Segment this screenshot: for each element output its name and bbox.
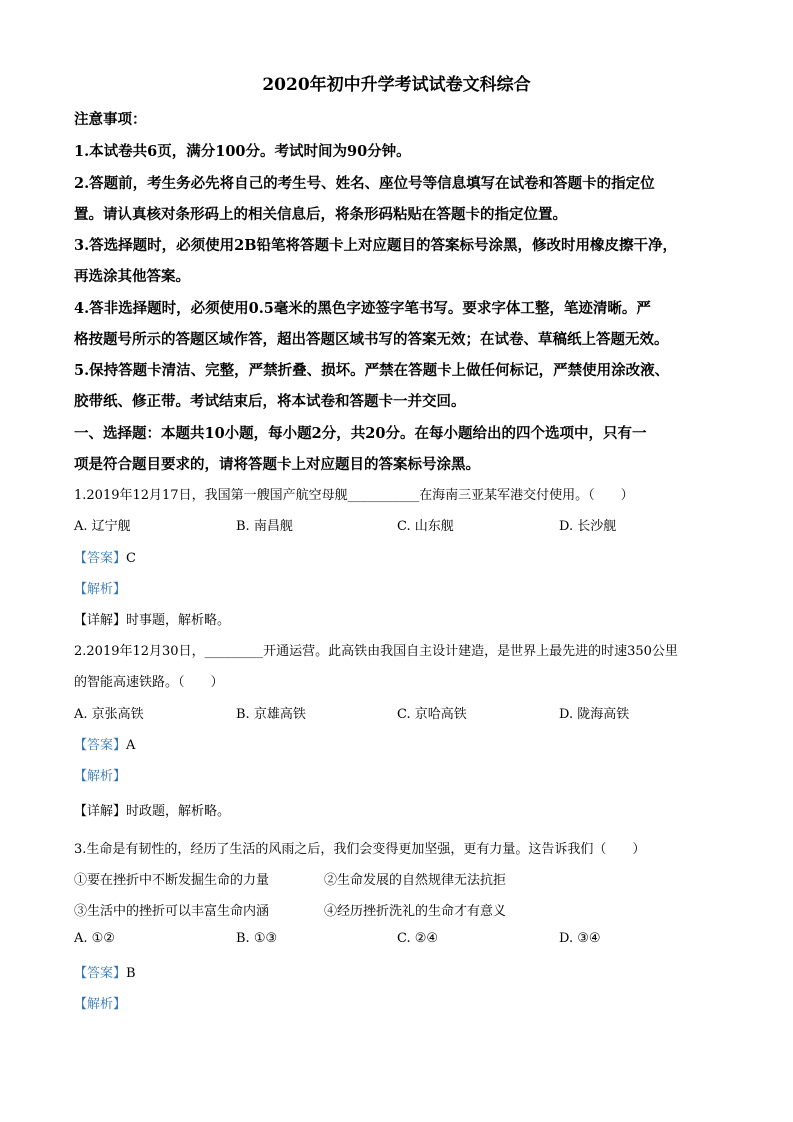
statement-row	[74, 900, 724, 920]
notice-line: 4.答非选择题时，必须使用0.5毫米的黑色字迹签字笔书写。要求字体工整，笔迹清晰。严	[74, 300, 651, 317]
answer-line	[74, 547, 724, 566]
section-heading: 一、选择题：本题共10小题，每小题2分，共20分。在每小题给出的四个选项中，只有一	[74, 425, 647, 442]
question-stem: 的智能高速铁路。（ ）	[74, 675, 224, 690]
page-title: 2020年初中升学考试试卷文科综合	[262, 75, 531, 95]
option-a: A. 京张高铁	[74, 707, 144, 722]
analysis-label: 【解析】	[74, 582, 127, 597]
option-b: B. ①③	[236, 931, 278, 946]
notice-line: 3.答选择题时，必须使用2B铅笔将答题卡上对应题目的答案标号涂黑，修改时用橡皮擦干净，	[74, 237, 677, 254]
option-b: B. 南昌舰	[236, 519, 293, 534]
option-c: C. ②④	[397, 931, 439, 946]
analysis-label: 【解析】	[74, 997, 127, 1012]
option-a: A. ①②	[74, 931, 115, 946]
notice-line: 胶带纸、修正带。考试结束后，将本试卷和答题卡一并交回。	[74, 393, 466, 410]
detail-line: 【详解】时事题，解析略。	[74, 613, 231, 628]
question-stem: 2.2019年12月30日，_________开通运营。此高铁由我国自主设计建造，是世界上最先进的时速350公里	[74, 644, 678, 659]
answer-value: A	[126, 738, 136, 753]
section-heading: 项是符合题目要求的，请将答题卡上对应题目的答案标号涂黑。	[74, 456, 480, 473]
option-c: C. 京哈高铁	[397, 707, 467, 722]
analysis-label: 【解析】	[74, 769, 127, 784]
answer-line	[74, 734, 724, 753]
question-stem: 3.生命是有韧性的，经历了生活的风雨之后，我们会变得更加坚强，更有力量。这告诉我们（ ）	[74, 842, 646, 857]
statement-item: ①要在挫折中不断发掘生命的力量	[74, 873, 270, 888]
option-row	[74, 703, 724, 723]
option-row	[74, 931, 724, 951]
answer-label: 【答案】	[74, 551, 127, 566]
notice-line: 2.答题前，考生务必先将自己的考生号、姓名、座位号等信息填写在试卷和答题卡的指定位	[74, 175, 655, 192]
option-b: B. 京雄高铁	[236, 707, 306, 722]
option-row	[74, 515, 724, 535]
notice-line: 1.本试卷共6页，满分100分。考试时间为90分钟。	[74, 143, 411, 160]
answer-value: B	[126, 966, 136, 981]
notice-line: 格按题号所示的答题区域作答，超出答题区域书写的答案无效；在试卷、草稿纸上答题无效。	[74, 331, 669, 348]
notice-line: 置。请认真核对条形码上的相关信息后，将条形码粘贴在答题卡的指定位置。	[74, 206, 567, 223]
statement-item: ④经历挫折洗礼的生命才有意义	[324, 904, 507, 919]
statement-item: ②生命发展的自然规律无法抗拒	[324, 873, 507, 888]
statement-row	[74, 869, 724, 889]
notice-heading: 注意事项：	[74, 111, 147, 128]
option-a: A. 辽宁舰	[74, 519, 131, 534]
answer-label: 【答案】	[74, 738, 127, 753]
option-d: D. ③④	[559, 931, 601, 946]
answer-line	[74, 962, 724, 981]
notice-line: 5.保持答题卡清洁、完整，严禁折叠、损坏。严禁在答题卡上做任何标记，严禁使用涂改液、	[74, 362, 670, 379]
answer-value: C	[126, 551, 136, 566]
notice-line: 再选涂其他答案。	[74, 268, 190, 285]
option-d: D. 陇海高铁	[559, 707, 630, 722]
answer-label: 【答案】	[74, 966, 127, 981]
option-d: D. 长沙舰	[559, 519, 617, 534]
statement-item: ③生活中的挫折可以丰富生命内涵	[74, 904, 270, 919]
option-c: C. 山东舰	[397, 519, 454, 534]
detail-line: 【详解】时政题，解析略。	[74, 804, 231, 819]
question-stem: 1.2019年12月17日，我国第一艘国产航空母舰___________在海南三亚某军港交付使用。（ ）	[74, 488, 634, 503]
